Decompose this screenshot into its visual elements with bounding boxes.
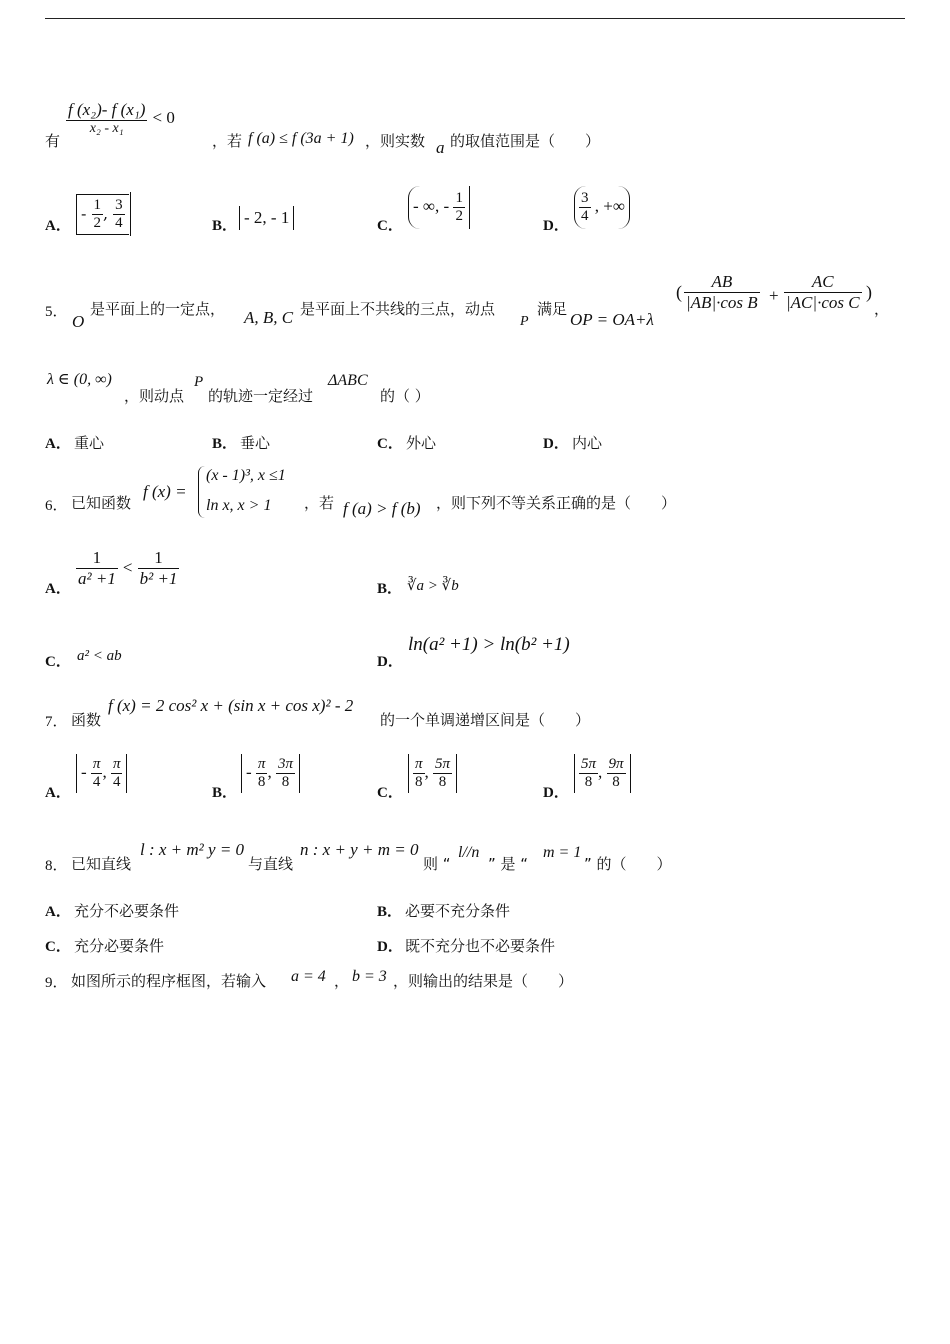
q7-option-c-label: C． — [377, 785, 403, 801]
q5-triangle: ΔABC — [328, 372, 368, 389]
q4-option-b: - 2, - 1 — [239, 206, 294, 230]
q6-text3: ，则下列不等关系正确的是（ ） — [436, 494, 677, 512]
q6-option-c: a² < ab — [77, 648, 122, 664]
q5-option-b-label: B． — [212, 436, 238, 452]
q4-option-b-label: B． — [212, 218, 238, 234]
q5-close-paren: ) — [866, 282, 872, 302]
q7-option-b-label: B． — [212, 785, 238, 801]
q4-mid1: ，若 — [212, 132, 243, 150]
q4-inequality — [66, 100, 175, 137]
q5-text3: 满足 — [537, 300, 568, 318]
q8-text1: 已知直线 — [71, 855, 132, 873]
q5-text4: ，则动点 — [124, 387, 185, 405]
q9-text1: 如图所示的程序框图，若输入 — [71, 972, 267, 990]
q9-separator: ， — [334, 972, 350, 990]
q6-text2: ，若 — [304, 494, 335, 512]
q5-text2: 是平面上不共线的三点，动点 — [300, 300, 496, 318]
q7-number: 7． — [45, 714, 68, 730]
q5-option-b: 垂心 — [240, 434, 271, 452]
q8-text2: 与直线 — [248, 855, 294, 873]
q4-ineq-denominator: x₂ - x₁ — [66, 120, 147, 137]
q4-option-c: - ∞, - $\frac{1}{2}$ — [408, 186, 470, 229]
q5-frac2-den: |AC|·cos C — [786, 293, 860, 312]
q9-input-b: b = 3 — [352, 968, 387, 985]
q5-points: A, B, C — [244, 308, 294, 327]
q6-option-a: $\frac{1}{\text{a² +1}}$ < $\frac{1}{\text{b² +1}}$ — [78, 548, 178, 588]
q6-option-a-label: A． — [45, 581, 71, 597]
q8-option-d-label: D． — [377, 939, 403, 955]
q7-option-c: $\frac{\pi}{8}$ , $\frac{5\pi}{8}$ — [408, 754, 457, 793]
q8-parallel: l//n — [458, 844, 480, 861]
q4-option-c-label: C． — [377, 218, 403, 234]
q6-case2: ln x, x > 1 — [206, 497, 272, 514]
q8-text5: ” 的（ ） — [584, 855, 672, 873]
q4-option-d-label: D． — [543, 218, 569, 234]
q5-fraction-1 — [684, 272, 760, 313]
q6-option-d-label: D． — [377, 654, 403, 670]
q5-lambda: λ ∈ (0, ∞) — [47, 371, 112, 388]
q4-option-a-label: A． — [45, 218, 71, 234]
q8-text3: 则 “ — [423, 855, 451, 873]
q7-option-d-label: D． — [543, 785, 569, 801]
q5-point-p2: P — [194, 374, 204, 390]
q8-number: 8． — [45, 858, 68, 874]
q6-text1: 已知函数 — [71, 494, 132, 512]
q5-option-a-label: A． — [45, 436, 71, 452]
q5-plus: + — [769, 286, 779, 305]
q5-number: 5． — [45, 304, 68, 320]
q6-option-b-label: B． — [377, 581, 403, 597]
q5-equation: OP = OA+λ — [570, 310, 654, 329]
q8-line-n: n : x + y + m = 0 — [300, 840, 419, 859]
q7-text1: 函数 — [71, 711, 102, 729]
q4-ineq-numerator: f (x₂)- f (x₁) — [68, 100, 146, 119]
q8-option-c-label: C． — [45, 939, 71, 955]
q4-option-a: - $\frac{1}{2}$ , $\frac{3}{4}$ — [76, 192, 131, 236]
q5-open-paren: ( — [676, 282, 682, 302]
q9-input-a: a = 4 — [291, 968, 326, 985]
q5-frac2-num: AC — [811, 272, 834, 291]
q8-option-b: 必要不充分条件 — [405, 902, 511, 920]
q4-tail: 的取值范围是（ ） — [450, 132, 601, 150]
q8-option-a-label: A． — [45, 904, 71, 920]
q5-option-d-label: D． — [543, 436, 569, 452]
q8-option-a: 充分不必要条件 — [74, 902, 180, 920]
q6-option-b: ∛a > ∛b — [407, 578, 459, 594]
q5-frac1-num: AB — [711, 272, 733, 291]
q4-lead: 有 — [45, 132, 61, 150]
q5-text5: 的轨迹一定经过 — [208, 387, 314, 405]
q5-option-d: 内心 — [572, 434, 603, 452]
q5-comma: ， — [874, 300, 890, 318]
q5-option-c-label: C． — [377, 436, 403, 452]
q6-brace — [198, 466, 205, 518]
q7-option-d: $\frac{5\pi}{8}$ , $\frac{9\pi}{8}$ — [574, 754, 631, 793]
q4-condition: f (a) ≤ f (3a + 1) — [248, 130, 354, 147]
q8-text4: ” 是 “ — [488, 855, 529, 873]
q5-option-a: 重心 — [74, 434, 105, 452]
q6-case1: (x - 1)³, x ≤1 — [206, 467, 286, 484]
q6-number: 6． — [45, 498, 68, 514]
q4-option-d: $\frac{3}{4}$ , +∞ — [574, 186, 630, 229]
q5-point-p: P — [520, 314, 529, 329]
q9-number: 9． — [45, 975, 68, 991]
q7-function: f (x) = 2 cos² x + (sin x + cos x)² - 2 — [108, 696, 354, 715]
q6-option-d: ln(a² +1) > ln(b² +1) — [408, 634, 570, 655]
q4-mid2: ，则实数 — [365, 132, 426, 150]
q8-option-b-label: B． — [377, 904, 403, 920]
q5-option-c: 外心 — [406, 434, 437, 452]
q6-fx: f (x) = — [143, 482, 187, 501]
q8-option-d: 既不充分也不必要条件 — [405, 937, 556, 955]
q8-line-l: l : x + m² y = 0 — [140, 840, 245, 859]
q4-var: a — [436, 138, 445, 157]
q5-fraction-2 — [784, 272, 862, 313]
q4-ineq-tail: < 0 — [152, 108, 175, 127]
q5-point-o: O — [72, 312, 85, 331]
q5-frac1-den: |AB|·cos B — [686, 293, 758, 312]
q6-condition: f (a) > f (b) — [343, 499, 421, 518]
q5-text1: 是平面上的一定点， — [90, 300, 226, 318]
q5-text6: 的（ ） — [380, 387, 430, 405]
q7-option-a: - $\frac{\pi}{4}$ , $\frac{\pi}{4}$ — [76, 754, 127, 793]
q7-text2: 的一个单调递增区间是（ ） — [380, 711, 591, 729]
q9-text2: ，则输出的结果是（ ） — [393, 972, 574, 990]
q8-m-equals-1: m = 1 — [543, 844, 582, 861]
q6-option-c-label: C． — [45, 654, 71, 670]
q7-option-a-label: A． — [45, 785, 71, 801]
header-rule — [45, 18, 905, 19]
q7-option-b: - $\frac{\pi}{8}$ , $\frac{3\pi}{8}$ — [241, 754, 300, 793]
q8-option-c: 充分必要条件 — [74, 937, 165, 955]
